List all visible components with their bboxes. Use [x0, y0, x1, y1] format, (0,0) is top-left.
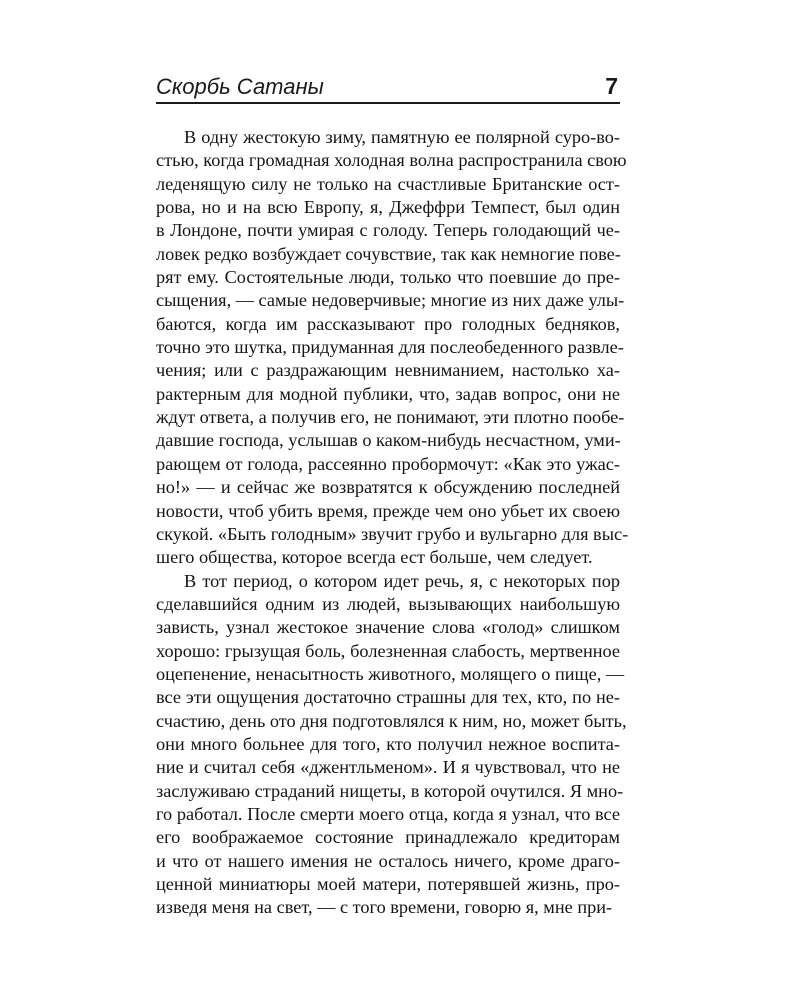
- paragraph: [156, 570, 627, 920]
- text-line: давшие господа, услышав о каком-нибудь несчастном, уми-: [156, 430, 621, 451]
- page-number: 7: [605, 73, 618, 99]
- text-line: рова, но и на всю Европу, я, Джеффри Темпест, был один: [156, 197, 620, 218]
- text-line: ние и считал себя «джентльменом». И я чувствовал, что не: [156, 757, 620, 778]
- text-line: заслуживаю страданий нищеты, в которой очутился. Я мно-: [156, 780, 624, 801]
- text-line: зависть, узнал жестокое значение слова «голод» слишком: [156, 617, 620, 638]
- text-line: ждут ответа, а получив его, не понимают, эти плотно пообе-: [156, 407, 625, 428]
- text-line: новости, чтоб убить время, прежде чем оно убьет их своею: [156, 500, 620, 521]
- text-line: и что от нашего имения не осталось ничего, кроме драго-: [156, 850, 620, 871]
- text-line: точно это шутка, придуманная для послеобеденного развле-: [156, 337, 624, 358]
- text-line: рактерным для модной публики, что, задав вопрос, они не: [156, 383, 620, 404]
- running-header: [156, 70, 620, 106]
- text-line: чения; или с раздражающим невниманием, настолько ха-: [156, 360, 620, 381]
- text-line: скукой. «Быть голодным» звучит грубо и вульгарно для выс-: [156, 523, 629, 544]
- running-title: Скорбь Сатаны: [156, 74, 324, 99]
- text-line: шего общества, которое всегда ест больше, чем следует.: [156, 547, 593, 568]
- text-line: В одну жестокую зиму, памятную ее полярной суро-во-: [184, 127, 620, 147]
- text-line: ценной миниатюры моей матери, потерявшей жизнь, про-: [156, 874, 620, 894]
- text-line: изведя меня на свет, — с того времени, говорю я, мне при-: [156, 897, 613, 918]
- text-line: его воображаемое состояние принадлежало кредиторам: [156, 827, 620, 848]
- text-line: рающем от голода, рассеянно пробормочут: «Как это ужас-: [156, 453, 620, 474]
- paragraph: [156, 126, 629, 570]
- text-line: сделавшийся одним из людей, вызывающих наибольшую: [156, 593, 620, 614]
- text-line: леденящую силу не только на счастливые Британские ост-: [156, 173, 620, 194]
- header-rule: [156, 102, 620, 104]
- text-line: хорошо: грызущая боль, болезненная слабость, мертвенное: [156, 640, 620, 661]
- text-line: в Лондоне, почти умирая с голоду. Теперь голодающий че-: [156, 220, 620, 241]
- body-text: [156, 126, 629, 920]
- text-line: ловек редко возбуждает сочувствие, так как немногие пове-: [156, 243, 621, 264]
- text-line: они много больнее для того, кто получил нежное воспита-: [156, 733, 620, 754]
- text-line: счастию, день ото дня подготовлялся к ним, но, может быть,: [156, 710, 627, 731]
- text-line: оцепенение, ненасытность животного, молящего о пище, —: [156, 663, 625, 684]
- text-line: го работал. После смерти моего отца, когда я узнал, что все: [156, 803, 620, 824]
- text-line: рят ему. Состоятельные люди, только что поевшие до пре-: [156, 267, 620, 288]
- text-line: стью, когда громадная холодная волна распространила свою: [156, 150, 627, 171]
- text-line: сыщения, — самые недоверчивые; многие из них даже улы-: [156, 290, 625, 311]
- text-line: В тот период, о котором идет речь, я, с некоторых пор: [184, 570, 620, 591]
- text-line: но!» — и сейчас же возвратятся к обсуждению последней: [156, 477, 620, 498]
- text-line: баются, когда им рассказывают про голодных бедняков,: [156, 313, 620, 334]
- text-line: все эти ощущения достаточно страшны для тех, кто, по не-: [156, 687, 620, 708]
